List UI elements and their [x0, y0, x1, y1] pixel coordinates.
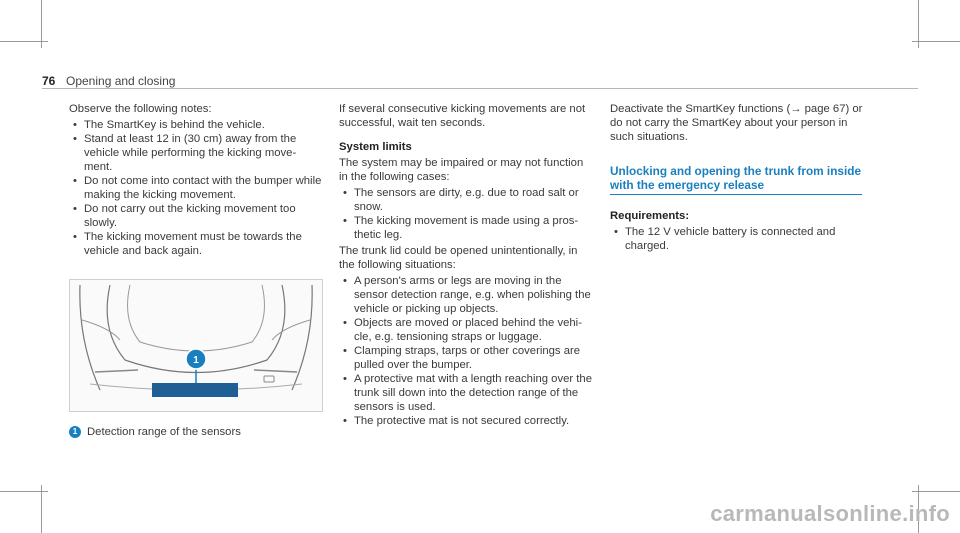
vehicle-rear-svg [70, 280, 322, 411]
requirements-heading: Requirements: [610, 210, 690, 222]
list-item: • Do not carry out the kicking movement too slowly. [69, 202, 323, 230]
figure-callout: 1 [193, 355, 199, 366]
watermark: carmanualsonline.info [710, 501, 950, 526]
crop-mark [912, 491, 960, 492]
list-item: • The SmartKey is behind the vehicle. [69, 118, 323, 132]
list-item: • Objects are moved or placed behind the vehi- cle, e.g. tensioning straps or luggage. [339, 316, 595, 344]
crop-mark [41, 485, 42, 533]
list-item: • The 12 V vehicle battery is connected and charged. [610, 225, 868, 253]
crop-mark [0, 491, 48, 492]
section-title: Opening and closing [66, 74, 176, 88]
crop-mark [0, 41, 48, 42]
list-item: • A person's arms or legs are moving in the sensor detection range, e.g. when polishing the vehicle or picking up objects. [339, 274, 595, 316]
column-3 [610, 102, 868, 253]
page-number: 76 [42, 74, 56, 88]
list-item: • A protective mat with a length reaching over the trunk sill down into the detection range of the sensors is used. [339, 372, 595, 414]
list-item: • The kicking movement is made using a pros- thetic leg. [339, 214, 595, 242]
list-item: • The kicking movement must be towards the vehicle and back again. [69, 230, 323, 258]
list-item: • Stand at least 12 in (30 cm) away from the vehicle while performing the kicking move- ment. [69, 132, 323, 174]
crop-mark [912, 41, 960, 42]
list-item: • The protective mat is not secured correctly. [339, 414, 595, 428]
column-2 [339, 102, 595, 428]
list-item: • Do not come into contact with the bumper while making the kicking movement. [69, 174, 323, 202]
callout-badge: 1 [69, 426, 81, 438]
list-item: • The sensors are dirty, e.g. due to road salt or snow. [339, 186, 595, 214]
caption-text: Detection range of the sensors [87, 426, 241, 438]
paragraph: If several consecutive kicking movements are not successful, wait ten seconds. [339, 103, 586, 129]
figure-caption [69, 426, 241, 438]
column-1 [69, 102, 323, 258]
requirements-list [610, 225, 868, 253]
notes-list [69, 118, 323, 258]
vehicle-rear-illustration [69, 279, 323, 412]
unintended-list [339, 274, 595, 428]
notes-intro: Observe the following notes: [69, 103, 212, 115]
paragraph: Deactivate the SmartKey functions (→ page 67) or do not carry the SmartKey about your person in such situations. [610, 103, 863, 143]
paragraph: The trunk lid could be opened unintentionally, in the following situations: [339, 245, 578, 271]
limits-list [339, 186, 595, 242]
subheading-system-limits: System limits [339, 141, 412, 153]
paragraph: The system may be impaired or may not function in the following cases: [339, 157, 584, 183]
list-item: • Clamping straps, tarps or other coverings are pulled over the bumper. [339, 344, 595, 372]
page-header [42, 74, 918, 89]
section-heading: Unlocking and opening the trunk from inside with the emergency release [610, 164, 862, 195]
